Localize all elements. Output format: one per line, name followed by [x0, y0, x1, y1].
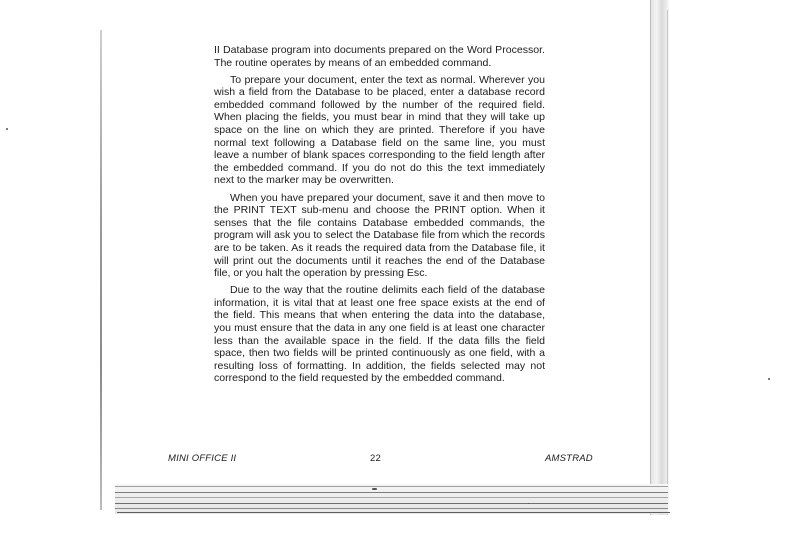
page-spine-shadow [100, 30, 102, 510]
paragraph-prepare-document: To prepare your document, enter the text as normal. Wherever you wish a field from the Database to be placed, enter a database record embedded command followed by the number of the required field. When placing the fields, you must bear in mind that they will take up space on the line on which they are printed. Therefore if you have normal text following a Database field on the same line, you must leave a number of blank spaces corresponding to the field length after the embedded command. If you do not do this the text immediately next to the marker may be overwritten. [214, 73, 545, 187]
paragraph-intro: II Database program into documents prepared on the Word Processor. The routine operates by means of an embedded command. [214, 44, 545, 69]
page-stack-line [115, 492, 668, 493]
page-stack-line [115, 486, 668, 487]
dust-speck [768, 378, 770, 380]
right-page-edge-line [667, 10, 668, 515]
body-text [214, 44, 545, 389]
bottom-page-stack [115, 484, 668, 514]
footer-page-number: 22 [370, 453, 381, 464]
footer-publisher: AMSTRAD [545, 453, 593, 464]
dust-speck [6, 128, 8, 130]
dust-speck [528, 503, 529, 504]
page-stack-line [115, 497, 668, 498]
paragraph-print-text: When you have prepared your document, save it and then move to the PRINT TEXT sub-menu and choose the PRINT option. When it senses that the file contains Database embedded commands, the program will ask you to select the Database file from which the records are to be taken. As it reads the required data from the Database file, it will print out the documents until it reaches the end of the Database file, or you halt the operation by pressing Esc. [214, 191, 545, 280]
page-stack-line [115, 508, 668, 509]
dust-speck [372, 488, 377, 490]
footer-product-name: MINI OFFICE II [168, 453, 237, 464]
page-stack-line [115, 503, 668, 504]
page-stack-line [117, 512, 670, 513]
paragraph-field-delimiting: Due to the way that the routine delimits each field of the database information, it is vital that at least one free space exists at the end of the field. This means that when entering the data into the database, you must ensure that the data in any one field is at least one character less than the available space in the field. If the data fills the field space, then two fields will be printed continuously as one field, with a resulting loss of formatting. In addition, the fields selected may not correspond to the field requested by the embedded command. [214, 284, 545, 385]
